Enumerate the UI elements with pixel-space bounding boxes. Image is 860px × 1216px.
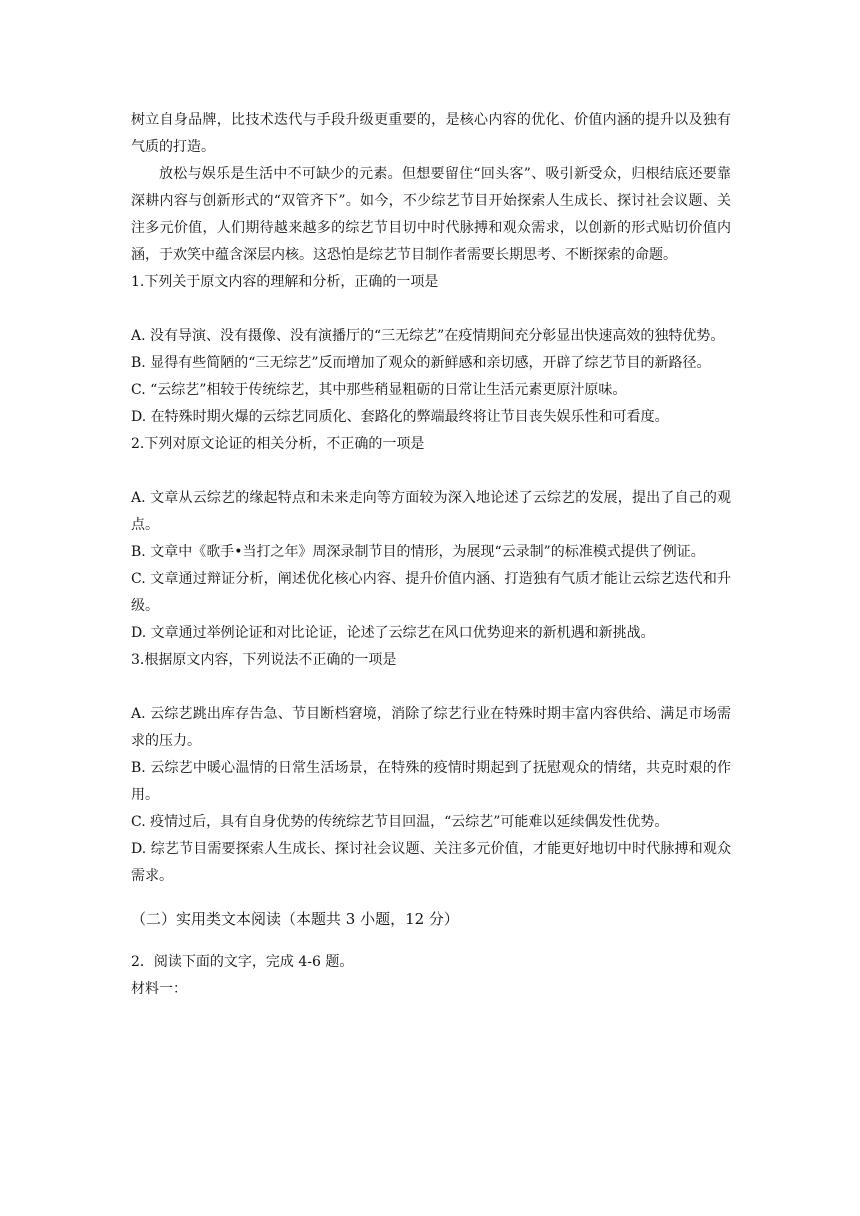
material-label: 材料一： <box>131 981 187 997</box>
question-2-option-c: C. 文章通过辩证分析，阐述优化核心内容、提升价值内涵、打造独有气质才能让云综艺迭代和升级。 <box>131 571 731 614</box>
question-3-option-a: A. 云综艺跳出库存告急、节目断档窘境，消除了综艺行业在特殊时期丰富内容供给、满足市场需求的压力。 <box>131 706 731 749</box>
question-1-option-a: A. 没有导演、没有摄像、没有演播厅的“三无综艺”在疫情期间充分彰显出快速高效的独特优势。 <box>131 328 725 344</box>
spacer <box>131 296 731 323</box>
question-3-option-b: B. 云综艺中暖心温情的日常生活场景，在特殊的疫情时期起到了抚慰观众的情绪，共克时艰的作用。 <box>131 760 731 803</box>
document-page <box>131 107 731 1003</box>
question-2-stem: 2.下列对原文论证的相关分析，不正确的一项是 <box>131 436 425 452</box>
question-3-option-d: D. 综艺节目需要探索人生成长、探讨社会议题、关注多元价值，才能更好地切中时代脉搏和观众需求。 <box>131 841 731 884</box>
spacer <box>131 458 731 485</box>
question-3-option-c: C. 疫情过后，具有自身优势的传统综艺节目回温，“云综艺”可能难以延续偶发性优势。 <box>131 814 669 830</box>
spacer <box>131 674 731 701</box>
intro-paragraph-2: 放松与娱乐是生活中不可缺少的元素。但想要留住“回头客”、吸引新受众，归根结底还要靠深耕内容与创新形式的“双管齐下”。如今，不少综艺节目开始探索人生成长、探讨社会议题、关注多元价值，人们期待越来越多的综艺节目切中时代脉搏和观众需求，以创新的形式贴切价值内涵，于欢笑中蕴含深层内核。这恐怕是综艺节目制作者需要长期思考、不断探索的命题。 <box>131 166 731 263</box>
intro-paragraph-1: 树立自身品牌，比技术迭代与手段升级更重要的，是核心内容的优化、价值内涵的提升以及独有气质的打造。 <box>131 112 731 155</box>
question-2-option-d: D. 文章通过举例论证和对比论证，论述了云综艺在风口优势迎来的新机遇和新挑战。 <box>131 625 655 641</box>
spacer <box>131 933 731 949</box>
question-3-stem: 3.根据原文内容，下列说法不正确的一项是 <box>131 652 397 668</box>
question-2-option-b: B. 文章中《歌手•当打之年》周深录制节目的情形，为展现“云录制”的标准模式提供了例证。 <box>131 544 705 560</box>
instruction-text: 2．阅读下面的文字，完成 4-6 题。 <box>131 954 354 970</box>
question-1-option-c: C. “云综艺”相较于传统综艺，其中那些稍显粗砺的日常让生活元素更原汁原味。 <box>131 382 627 398</box>
question-1-stem: 1.下列关于原文内容的理解和分析，正确的一项是 <box>131 274 439 290</box>
question-1-option-d: D. 在特殊时期火爆的云综艺同质化、套路化的弊端最终将让节目丧失娱乐性和可看度。 <box>131 409 669 425</box>
question-2-option-a: A. 文章从云综艺的缘起特点和未来走向等方面较为深入地论述了云综艺的发展，提出了自己的观点。 <box>131 490 731 533</box>
section-heading: （二）实用类文本阅读（本题共 3 小题，12 分） <box>131 910 459 928</box>
question-1-option-b: B. 显得有些简陋的“三无综艺”反而增加了观众的新鲜感和亲切感，开辟了综艺节目的新路径。 <box>131 355 711 371</box>
